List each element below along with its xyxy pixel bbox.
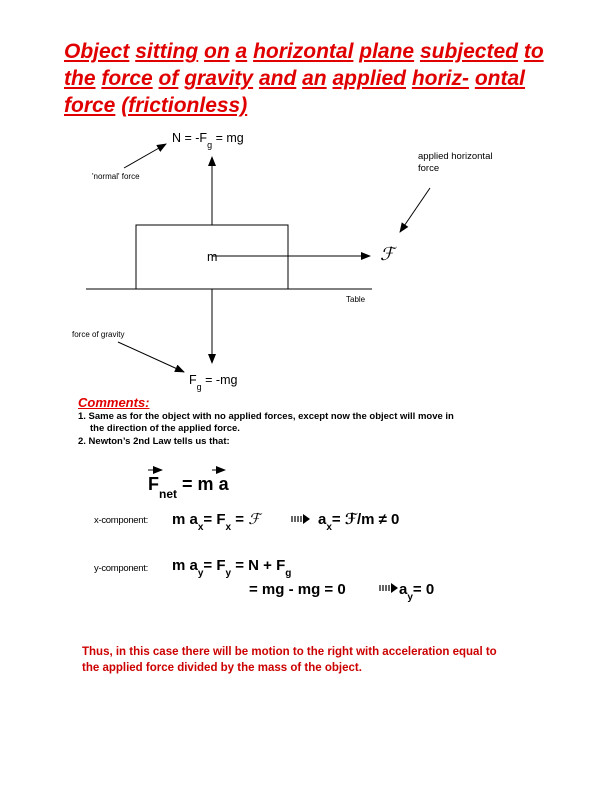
x-component-equation-left: m $a_x= F_x$ = ℱ bbox=[172, 510, 260, 533]
title-word: horiz- bbox=[411, 67, 469, 90]
gravity-note-pointer bbox=[118, 342, 184, 372]
y-component-equation-line-1: m $a_y= F_y = N + F_g$ bbox=[172, 557, 292, 579]
comment-item-1-line-2: the direction of the applied force. bbox=[90, 423, 240, 434]
comment-item-1-line-1: 1. Same as for the object with no applied forces, except now the object will move in bbox=[78, 411, 454, 422]
normal-note-pointer bbox=[124, 144, 166, 168]
gravity-note: force of gravity bbox=[72, 330, 125, 339]
normal-force-label: $N = -F_g$ = mg bbox=[172, 131, 244, 150]
comment-item-2: 2. Newton’s 2nd Law tells us that: bbox=[78, 436, 230, 447]
title-word: ontal bbox=[474, 67, 526, 90]
comments-heading: Comments: bbox=[78, 395, 150, 410]
implies-icon-1 bbox=[292, 514, 310, 524]
title-word: on bbox=[204, 40, 230, 63]
gravity-force-label: $F_g = -mg$ bbox=[189, 373, 238, 392]
y-acceleration-result: $a_y= 0$ bbox=[399, 581, 435, 603]
applied-force-symbol: ℱ bbox=[380, 244, 395, 265]
title-word: (frictionless) bbox=[121, 94, 248, 117]
applied-note-pointer bbox=[400, 188, 430, 232]
x-component-label: x-component: bbox=[94, 515, 148, 526]
title-word: Object bbox=[64, 40, 130, 63]
title-word: force bbox=[101, 67, 153, 90]
normal-force-note: 'normal' force bbox=[92, 172, 140, 181]
title-word: the bbox=[64, 67, 96, 90]
title-word: a bbox=[235, 40, 248, 63]
conclusion-line-2: the applied force divided by the mass of the object. bbox=[82, 662, 362, 674]
implies-icon-2 bbox=[380, 583, 398, 593]
title-word: of bbox=[158, 67, 179, 90]
title-word: applied bbox=[332, 67, 406, 90]
applied-force-note-2: force bbox=[418, 163, 440, 174]
title-word: subjected bbox=[419, 40, 518, 63]
x-component-equation-right: $a_x=$ ℱ/m ≠ 0 bbox=[318, 511, 400, 533]
y-component-label: y-component: bbox=[94, 563, 148, 574]
title-word: horizontal bbox=[253, 40, 354, 63]
conclusion-line-1: Thus, in this case there will be motion to the right with acceleration equal to bbox=[82, 646, 497, 658]
title-word: force bbox=[64, 94, 116, 117]
mass-label: m bbox=[207, 250, 218, 264]
table-label: Table bbox=[346, 295, 366, 304]
title-word: to bbox=[523, 40, 544, 63]
title-word: plane bbox=[359, 40, 415, 63]
title-word: and bbox=[258, 67, 297, 90]
y-component-equation-line-2: = mg - mg = 0 bbox=[249, 581, 346, 598]
applied-force-note-1: applied horizontal bbox=[418, 151, 493, 162]
newton-second-law: $F_{net} = m$ a bbox=[148, 474, 229, 501]
title-word: gravity bbox=[184, 67, 254, 90]
title-word: an bbox=[302, 67, 327, 90]
conclusion bbox=[82, 644, 582, 676]
title-word: sitting bbox=[135, 40, 199, 63]
